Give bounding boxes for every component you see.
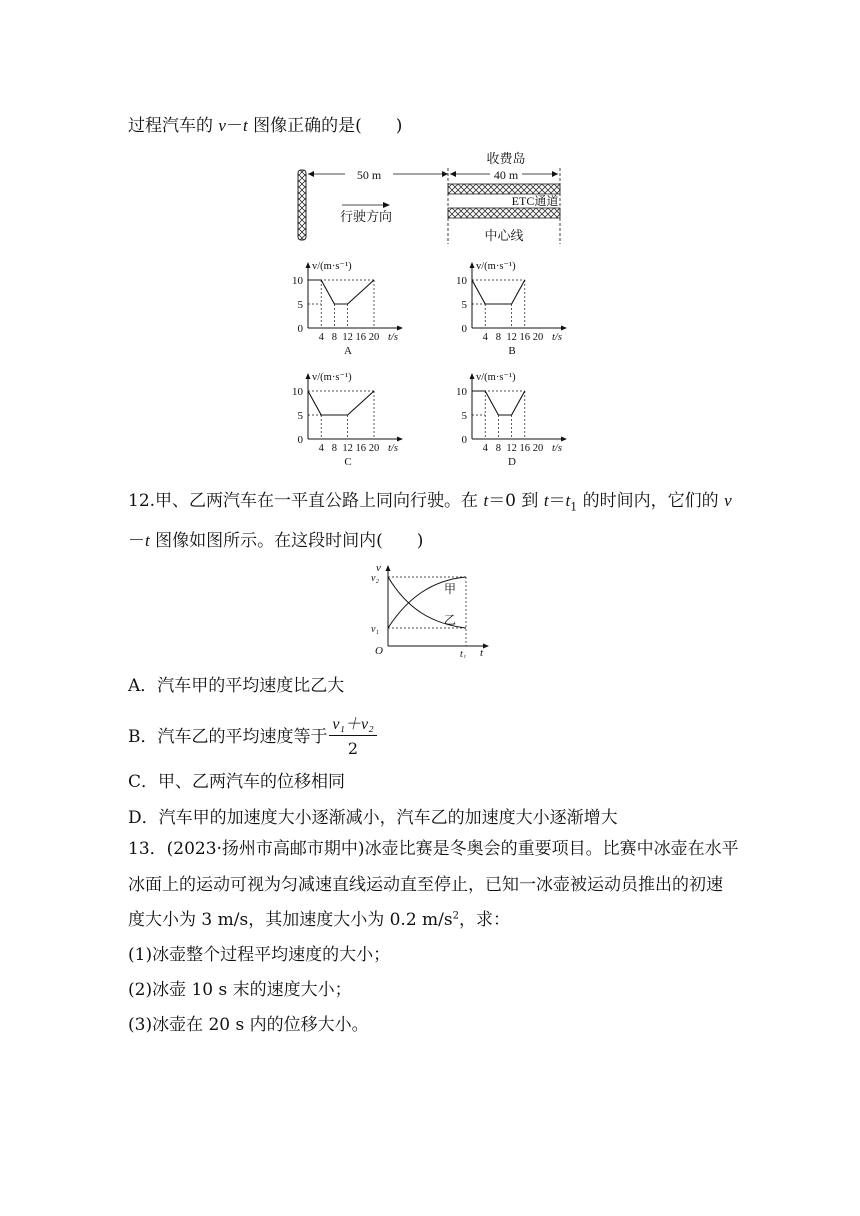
option-label: B [508,345,516,357]
label-yi: 乙 [444,613,457,627]
vt-graph-c [288,367,413,469]
label-v-axis: v [376,562,381,574]
vt-graph-b [452,256,577,358]
q11-dash: － [225,116,243,136]
y-axis-arrow [470,262,475,268]
y-axis-label: v/(m·s⁻¹) [312,261,352,272]
q12-text: 图像如图所示。在这段时间内( ) [149,531,424,551]
q11-var-t: t [242,116,248,135]
y-tick-label: 5 [461,299,467,311]
vt-series-line [308,391,374,415]
y-tick-label: 0 [297,434,303,446]
q11-text-pre: 过程汽车的 [128,116,219,136]
option-label: A [344,345,352,357]
x-tick-label: 4 [318,332,324,343]
label-t-axis: t [480,647,484,658]
y-tick-label: 10 [456,275,467,287]
vt-series-line [472,280,525,304]
x-axis-label: t/s [552,443,562,454]
q12-text: 的时间内，它们的 [577,491,725,511]
vt-graph-a [288,256,413,358]
label-origin: O [375,645,383,657]
y-axis-label: v/(m·s⁻¹) [312,372,352,383]
x-tick-label: 8 [331,443,338,454]
x-tick-label: 20 [532,443,544,454]
label-v1: v₁ [371,624,379,635]
q12-option-c: C．甲、乙两汽车的位移相同 [128,772,346,792]
vt-graph-d [452,367,577,469]
q12-var-t: t [543,491,549,510]
q12-var-t: t [565,491,571,510]
y-axis-arrow [470,373,475,379]
q11-var-v: v [218,116,226,135]
x-axis-arrow [397,437,403,442]
y-axis-label: v/(m·s⁻¹) [476,372,516,383]
label-jia: 甲 [444,582,457,596]
label-direction: 行驶方向 [339,209,393,224]
x-tick-label: 8 [331,332,338,343]
x-tick-label: 16 [519,443,531,454]
q12-sub-1: 1 [570,500,578,514]
q12-stem-line1 [128,486,732,513]
q12-text: ＝ [548,491,566,511]
label-40m: 40 m [493,168,519,182]
y-tick-label: 10 [292,386,303,398]
label-centerline: 中心线 [484,228,524,243]
x-tick-label: 12 [342,332,353,343]
q12-text: ＝0 到 [488,491,544,511]
x-axis-arrow [397,326,403,331]
x-tick-label: 12 [342,443,353,454]
x-axis-label: t/s [388,443,398,454]
q12-stem-line2 [128,526,423,551]
label-etc-lane: ETC通道 [511,194,559,208]
x-tick-label: 4 [482,443,488,454]
x-tick-label: 16 [355,332,367,343]
q12-var-t: t [145,531,150,550]
label-v2: v₂ [371,573,379,584]
q12-option-b: B．汽车乙的平均速度等于 [128,727,328,747]
x-tick-label: 20 [532,332,544,343]
q12-option-d: D．汽车甲的加速度大小逐渐减小，汽车乙的加速度大小逐渐增大 [128,808,618,828]
y-axis-arrow [306,373,311,379]
q13-text: 度大小为 3 m/s，其加速度大小为 0.2 m/s [128,910,453,930]
q12-text: 12.甲、乙两汽车在一平直公路上同向行驶。在 [128,491,484,511]
option-label: C [344,456,352,468]
y-axis-arrow [306,262,311,268]
q11-tail-line [128,111,402,136]
label-t1: t₁ [460,649,467,658]
x-tick-label: 4 [318,443,324,454]
x-axis-label: t/s [552,332,562,343]
q13-sup-2: 2 [452,910,459,922]
q11-text-post: 图像正确的是( ) [247,116,403,136]
q13-sub1: (1)冰壶整个过程平均速度的大小； [128,945,391,965]
x-tick-label: 12 [506,443,517,454]
fraction-denominator: 2 [347,739,359,758]
etc-diagram [290,148,580,248]
y-tick-label: 10 [292,275,303,287]
toll-island-lower [448,208,560,218]
y-tick-label: 5 [297,410,303,422]
y-tick-label: 0 [461,434,467,446]
x-axis-label: t/s [388,332,398,343]
vt-series-line [308,280,374,304]
y-axis-label: v/(m·s⁻¹) [476,261,516,272]
y-tick-label: 0 [461,323,467,335]
x-tick-label: 16 [355,443,367,454]
q12-option-b-fraction [329,711,377,758]
x-tick-label: 16 [519,332,531,343]
q12-var-v: v [724,491,732,510]
y-tick-label: 5 [297,299,303,311]
x-tick-label: 12 [506,332,517,343]
toll-gate-post [298,170,306,240]
x-axis-arrow [561,437,567,442]
fraction-numerator: v₁＋v₂ [329,711,377,736]
toll-island-upper [448,184,560,194]
q13-line1: 13．(2023·扬州市高邮市期中)冰壶比赛是冬奥会的重要项目。比赛中冰壶在水平 [128,839,739,859]
label-toll-island: 收费岛 [486,151,526,166]
q12-dash: － [128,531,145,551]
q12-var-t: t [483,491,489,510]
y-tick-label: 5 [461,410,467,422]
x-axis-arrow [561,326,567,331]
x-tick-label: 20 [368,332,380,343]
label-50m: 50 m [356,168,382,182]
q12-option-a: A．汽车甲的平均速度比乙大 [128,676,345,696]
y-tick-label: 0 [297,323,303,335]
q13-sub3: (3)冰壶在 20 s 内的位移大小。 [128,1015,369,1035]
q13-text: ，求： [459,910,510,930]
q13-line2: 冰面上的运动可视为匀减速直线运动直至停止，已知一冰壶被运动员推出的初速 [128,875,723,895]
x-tick-label: 8 [495,443,502,454]
option-label: D [508,456,516,468]
q13-line3 [128,905,510,930]
x-tick-label: 4 [482,332,488,343]
y-tick-label: 10 [456,386,467,398]
q13-sub2: (2)冰壶 10 s 末的速度大小； [128,980,352,1000]
x-tick-label: 8 [495,332,502,343]
x-tick-label: 20 [368,443,380,454]
vt-series-line [472,391,525,415]
q12-vt-graph [368,562,492,658]
